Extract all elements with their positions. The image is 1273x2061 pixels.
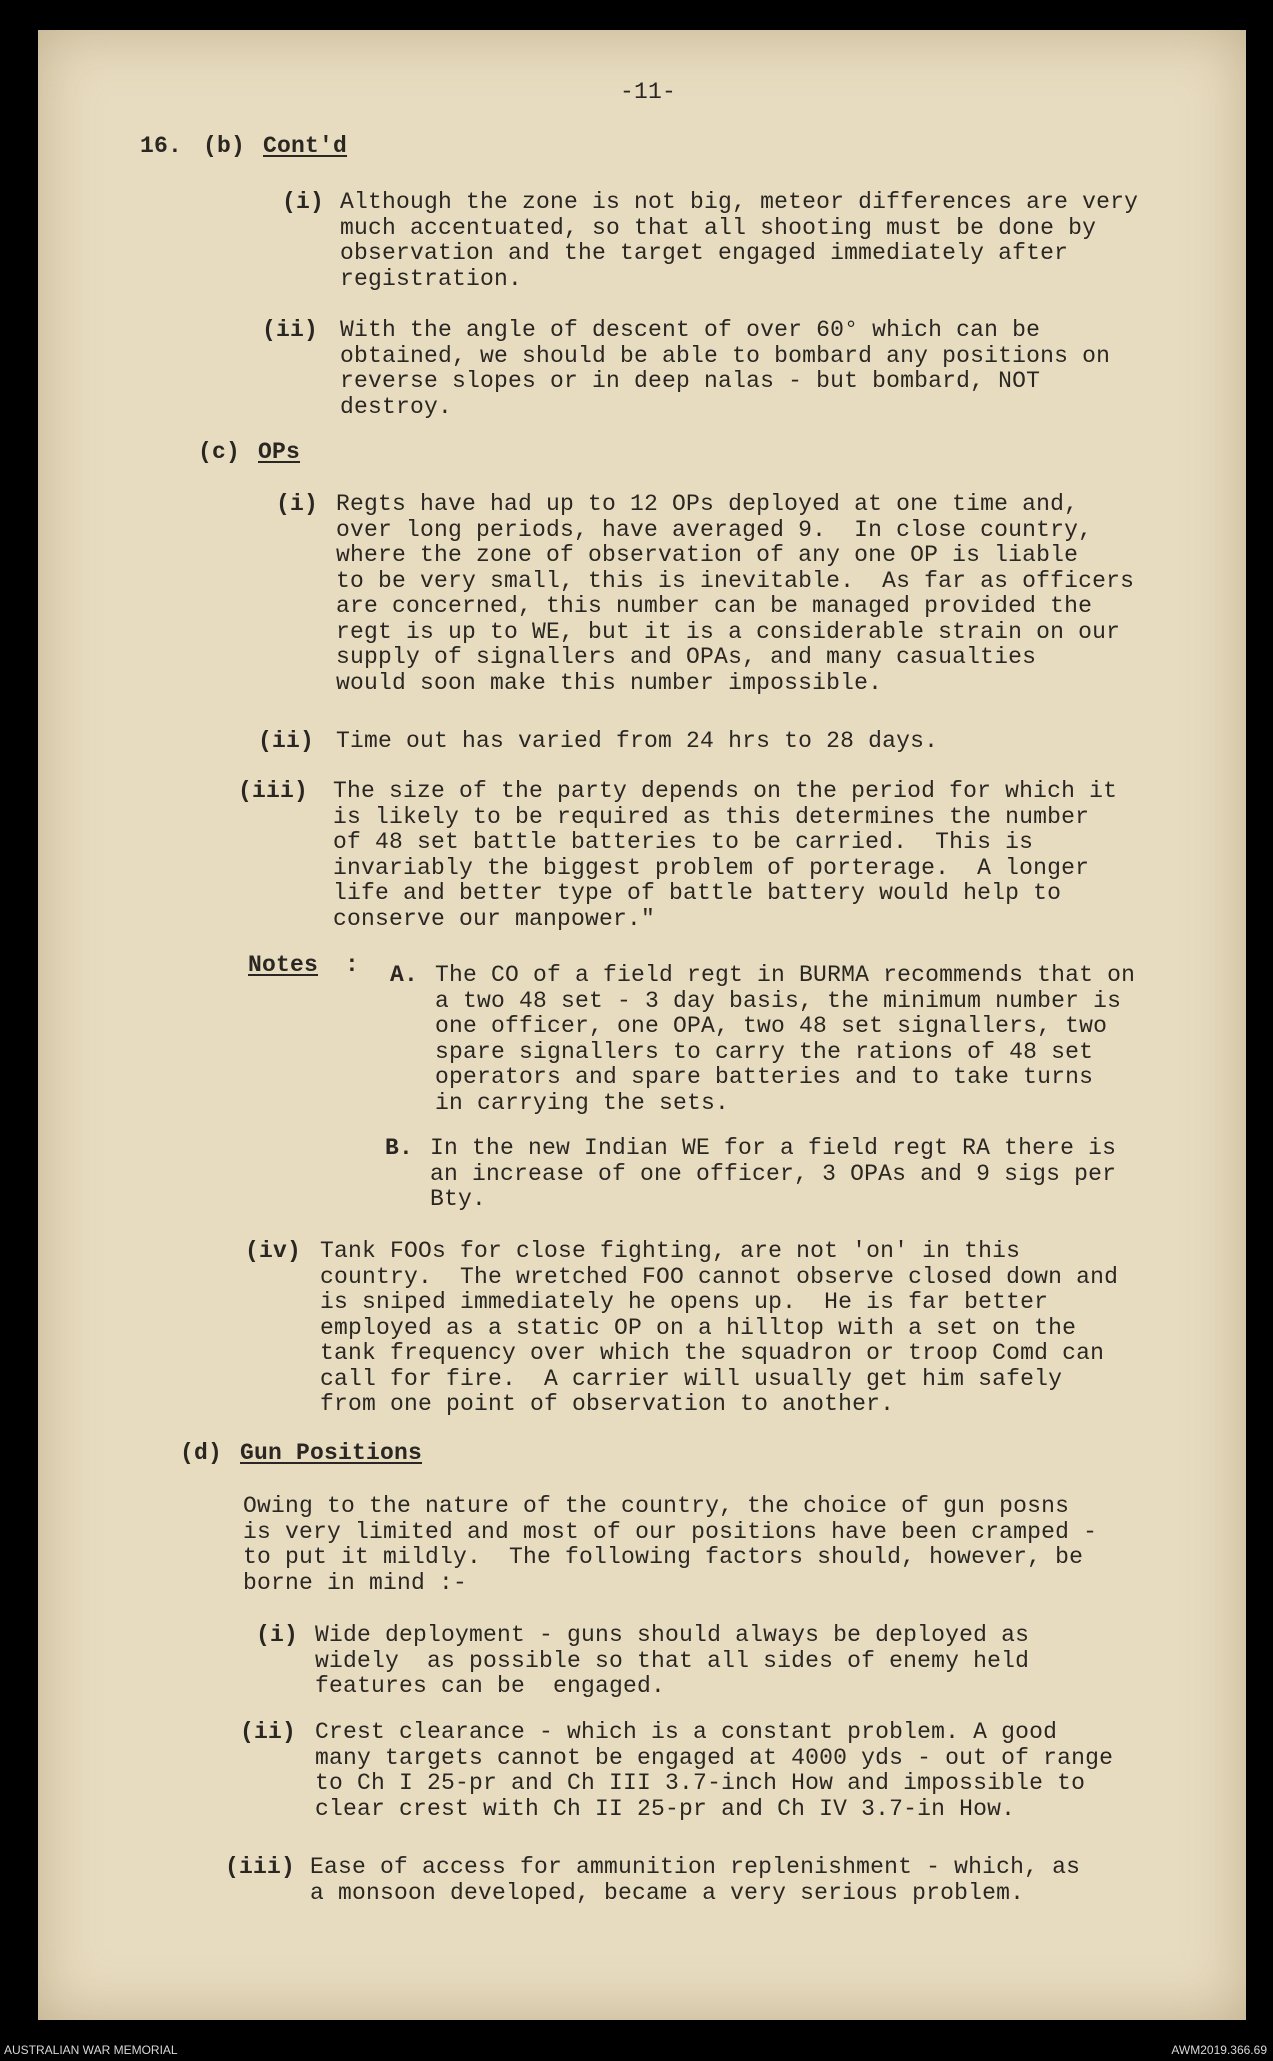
para-c-i-line: would soon make this number impossible. bbox=[336, 669, 883, 696]
footer-bar bbox=[0, 2040, 1273, 2061]
para-c-iii-line: life and better type of battle battery would help to bbox=[333, 880, 1062, 906]
note-b-label: B. bbox=[385, 1135, 414, 1161]
para-c-iv-line: is sniped immediately he opens up. He is far better bbox=[320, 1289, 1049, 1315]
note-a-line: operators and spare batteries and to take turns bbox=[435, 1064, 1094, 1090]
subsection-c-title: OPs bbox=[258, 439, 301, 465]
para-c-iv-line: tank frequency over which the squadron or troop Comd can bbox=[320, 1340, 1105, 1366]
para-b-i-line: registration. bbox=[340, 265, 523, 292]
notes-colon: : bbox=[345, 952, 360, 978]
para-c-iv-label: (iv) bbox=[245, 1238, 302, 1264]
para-d-i-label: (i) bbox=[256, 1622, 299, 1648]
para-d-intro-line: Owing to the nature of the country, the choice of gun posns bbox=[243, 1493, 1070, 1519]
para-c-i-line: are concerned, this number can be managed provided the bbox=[336, 593, 1093, 619]
para-d-ii-line: many targets cannot be engaged at 4000 yds - out of range bbox=[315, 1744, 1114, 1771]
para-c-ii-line: Time out has varied from 24 hrs to 28 days. bbox=[336, 728, 939, 754]
para-c-iv-line: from one point of observation to another. bbox=[320, 1391, 895, 1417]
para-b-i-line: Although the zone is not big, meteor differences are very bbox=[340, 189, 1139, 215]
document-page bbox=[38, 30, 1246, 2020]
para-c-i-line: Regts have had up to 12 OPs deployed at one time and, bbox=[336, 491, 1079, 517]
para-c-iii-line: is likely to be required as this determines the number bbox=[333, 803, 1090, 830]
subsection-title: Cont'd bbox=[263, 133, 348, 159]
subsection-d-label: (d) bbox=[180, 1440, 223, 1466]
footer-accession: AWM2019.366.69 bbox=[1171, 2043, 1267, 2057]
notes-label: Notes bbox=[248, 952, 319, 978]
subsection-c-label: (c) bbox=[198, 439, 241, 465]
para-c-iii-line: conserve our manpower." bbox=[333, 905, 656, 932]
note-a-line: in carrying the sets. bbox=[435, 1089, 730, 1116]
para-c-iv-line: Tank FOOs for close fighting, are not 'on' in this bbox=[320, 1238, 1021, 1264]
para-c-iii-label: (iii) bbox=[238, 778, 309, 804]
note-a-line: The CO of a field regt in BURMA recommends that on bbox=[435, 962, 1136, 988]
section-number: 16. bbox=[140, 133, 183, 159]
note-a-line: a two 48 set - 3 day basis, the minimum number is bbox=[435, 987, 1122, 1014]
para-c-i-line: over long periods, have averaged 9. In close country, bbox=[336, 516, 1093, 543]
para-c-iii-line: of 48 set battle batteries to be carried. This is bbox=[333, 829, 1034, 855]
para-b-ii-line: reverse slopes or in deep nalas - but bombard, NOT bbox=[340, 368, 1041, 394]
para-c-iii-line: invariably the biggest problem of porterage. A longer bbox=[333, 854, 1090, 881]
para-d-intro-line: borne in mind :- bbox=[243, 1569, 468, 1596]
para-d-ii-line: Crest clearance - which is a constant problem. A good bbox=[315, 1719, 1058, 1745]
note-b-line: In the new Indian WE for a field regt RA there is bbox=[430, 1135, 1117, 1161]
para-d-i-line: widely as possible so that all sides of enemy held bbox=[315, 1647, 1030, 1674]
para-d-ii-line: clear crest with Ch II 25-pr and Ch IV 3.7-in How. bbox=[315, 1795, 1016, 1822]
para-c-i-label: (i) bbox=[276, 491, 319, 517]
subsection-d-title: Gun Positions bbox=[240, 1440, 423, 1466]
para-c-iv-line: country. The wretched FOO cannot observe closed down and bbox=[320, 1263, 1119, 1290]
para-d-ii-line: to Ch I 25-pr and Ch III 3.7-inch How and impossible to bbox=[315, 1770, 1086, 1796]
para-d-intro-line: to put it mildly. The following factors should, however, be bbox=[243, 1544, 1084, 1570]
note-a-label: A. bbox=[390, 962, 419, 988]
para-b-ii-line: destroy. bbox=[340, 393, 453, 420]
note-a-line: spare signallers to carry the rations of 48 set bbox=[435, 1038, 1094, 1065]
para-c-iv-line: call for fire. A carrier will usually get him safely bbox=[320, 1365, 1063, 1392]
footer-source: AUSTRALIAN WAR MEMORIAL bbox=[4, 2043, 178, 2057]
para-d-iii-label: (iii) bbox=[225, 1854, 296, 1880]
para-c-iv-line: employed as a static OP on a hilltop with a set on the bbox=[320, 1314, 1077, 1341]
para-b-i-line: observation and the target engaged immediately after bbox=[340, 240, 1069, 266]
para-b-ii-label: (ii) bbox=[262, 317, 319, 343]
subsection-label: (b) bbox=[203, 133, 246, 159]
para-c-i-line: where the zone of observation of any one OP is liable bbox=[336, 542, 1079, 568]
para-b-i-line: much accentuated, so that all shooting must be done by bbox=[340, 214, 1097, 241]
para-d-iii-line: Ease of access for ammunition replenishment - which, as bbox=[310, 1854, 1081, 1880]
note-b-line: an increase of one officer, 3 OPAs and 9 sigs per bbox=[430, 1160, 1117, 1187]
para-b-ii-line: With the angle of descent of over 60° which can be bbox=[340, 317, 1041, 343]
para-d-i-line: Wide deployment - guns should always be deployed as bbox=[315, 1622, 1030, 1648]
para-b-i-label: (i) bbox=[282, 189, 325, 215]
para-c-i-line: supply of signallers and OPAs, and many casualties bbox=[336, 644, 1037, 670]
para-c-iii-line: The size of the party depends on the period for which it bbox=[333, 778, 1118, 804]
para-d-i-line: features can be engaged. bbox=[315, 1673, 666, 1699]
para-d-intro-line: is very limited and most of our positions have been cramped - bbox=[243, 1518, 1098, 1545]
note-b-line: Bty. bbox=[430, 1186, 487, 1212]
para-c-i-line: to be very small, this is inevitable. As far as officers bbox=[336, 567, 1135, 594]
page-number: -11- bbox=[620, 79, 677, 105]
para-c-ii-label: (ii) bbox=[258, 728, 315, 754]
para-c-i-line: regt is up to WE, but it is a considerable strain on our bbox=[336, 618, 1121, 645]
para-d-iii-line: a monsoon developed, became a very serious problem. bbox=[310, 1879, 1025, 1906]
para-b-ii-line: obtained, we should be able to bombard any positions on bbox=[340, 342, 1111, 369]
note-a-line: one officer, one OPA, two 48 set signallers, two bbox=[435, 1013, 1108, 1039]
para-d-ii-label: (ii) bbox=[240, 1719, 297, 1745]
